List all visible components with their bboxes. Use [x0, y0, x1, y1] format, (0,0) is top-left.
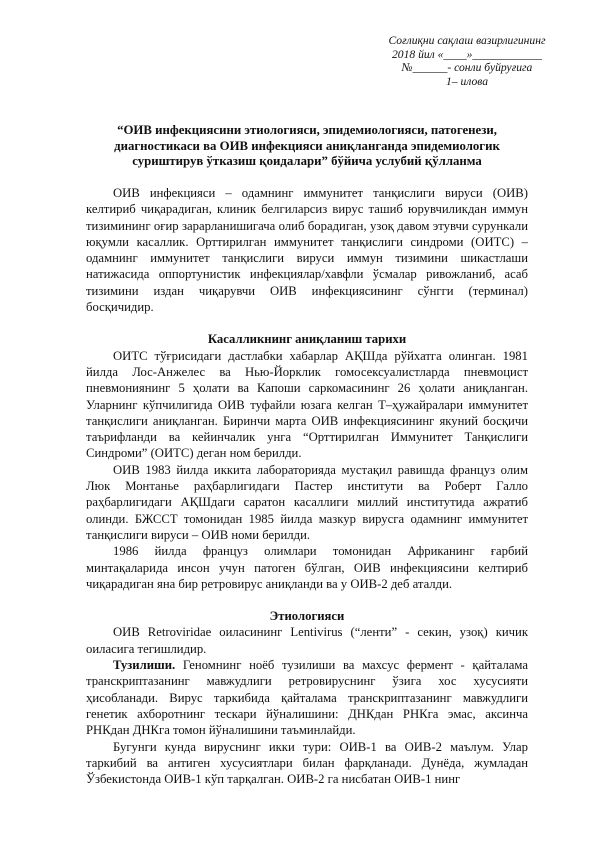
- history-heading: Касалликнинг аниқланиш тарихи: [207, 332, 407, 347]
- intro-paragraph: ОИВ инфекцияси – одамнинг иммунитет танқислиги вируси (ОИВ) келтириб чиқарадиган, клиник белгиларсиз вирус ташиб юрувчиликдан иммун тизимининг оғир зарарланишигача олиб борадиган, узоқ давом этувчи сурункали юқумли касаллик. Орттирилган иммунитет танқислиги синдроми (ОИТС) – одамнинг иммунитет танқислиги вируси иммун тизимини шикастлаши натижасида оппортунистик инфекциялар/хавфли ўсмалар ривожланиб, асаб тизимини издан чиқарувчи ОИВ инфекциясининг сўнгги (терминал) босқичидир.: [86, 186, 528, 315]
- etiology-paragraph-1: ОИВ Retroviridae оиласининг Lentivirus (“ленти” - секин, узоқ) кичик оиласига тегишлидир.: [86, 625, 528, 656]
- history-paragraph-3: 1986 йилда француз олимлари томонидан Африканинг ғарбий минтақаларида инсон учун патоген бўлган, ОИВ инфекциясини келтириб чиқарадиган яна бир ретровирус аниқланди ва у ОИВ-2 деб аталди.: [86, 544, 528, 591]
- document-body: [86, 185, 528, 787]
- document-title: “ОИВ инфекциясини этиологияси, эпидемиологияси, патогенези, диагностикаси ва ОИВ инфекцияси аниқланганда эпидемиологик суриштирув ўтказиш қоидалари” бўйича услубий қўлланма: [114, 123, 500, 168]
- etiology-paragraph-structure: [86, 657, 528, 738]
- approval-header: [362, 34, 572, 89]
- header-line-ministry: Соғлиқни сақлаш вазирлигининг: [388, 34, 546, 47]
- etiology-paragraph-3: Бугунги кунда вируснинг икки тури: ОИВ-1 ва ОИВ-2 маълум. Улар таркибий ва антиген хусусиятлари билан фарқланади. Дунёда, жумладан Ўзбекистонда ОИВ-1 кўп тарқалган. ОИВ-2 га нисбатан ОИВ-1 нинг: [86, 739, 528, 787]
- history-paragraph-2: ОИВ 1983 йилда иккита лабораторияда мустақил равишда француз олим Люк Монтанье раҳбарлигидаги Пастер институти ва Роберт Галло раҳбарлигидаги АҚШдаги саратон касаллиги миллий институтида ажратиб олинди. БЖССТ томонидан 1985 йилда мазкур вирусга одамнинг иммунитет танқислиги вируси – ОИВ номи берилди.: [86, 462, 528, 542]
- structure-text: Геномнинг ноёб тузилиши ва махсус фермент - қайталама транскриптазанинг мавжудлиги ретровируснинг ўзига хос хусусияти ҳисобланади. Вирус таркибида қайталама транскриптазанинг мавжудлиги генетик ахборотнинг тескари йўналишини: ДНКдан РНКга эмас, аксинча РНКдан ДНКга томон йўналишини таъминлайди.: [86, 658, 528, 738]
- header-line-appendix: 1– илова: [445, 75, 489, 89]
- etiology-heading: Этиологияси: [269, 609, 345, 624]
- header-line-date: 2018 йил «____»____________: [392, 47, 542, 61]
- structure-term: Тузилиши.: [113, 658, 176, 673]
- history-paragraph-1: ОИТС тўғрисидаги дастлабки хабарлар АҚШда рўйхатга олинган. 1981 йилда Лос-Анжелес ва Нью-Йорклик гомосексуалистларда пневмоцист пневмониянинг 5 ҳолати ва Капоши саркомасининг 26 ҳолати аниқланган. Уларнинг кўпчилигида ОИВ туфайли юзага келган Т–ҳужайралари иммунитет танқислиги аниқланган. Биринчи марта ОИВ инфекциясининг якуний босқичи таърифланди ва кейинчалик унга “Орттирилган Иммунитет Танқислиги Синдроми” (ОИТС) деган ном берилди.: [86, 348, 528, 461]
- header-line-order: №______- сонли буйруғига: [401, 61, 533, 75]
